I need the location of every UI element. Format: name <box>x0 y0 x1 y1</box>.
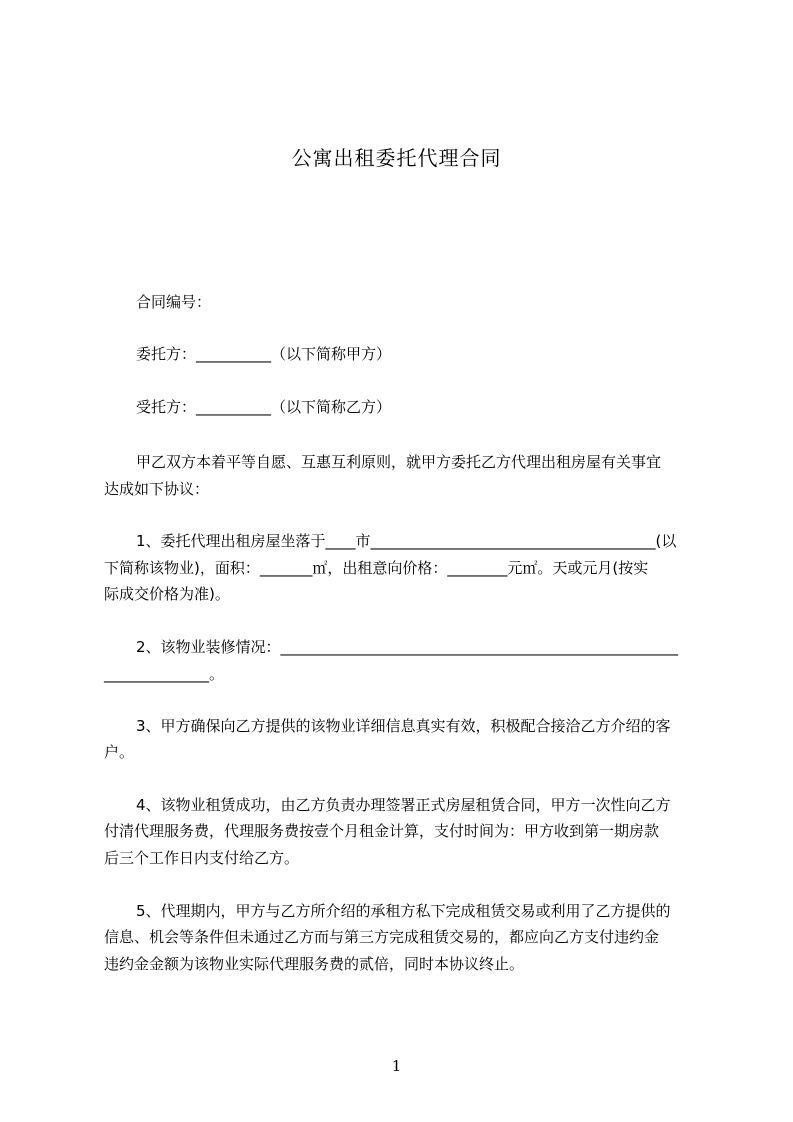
preamble-line: 达成如下协议： <box>104 480 210 498</box>
agent-field: 受托方：__________（以下简称乙方） <box>136 398 392 416</box>
clause-line: 2、该物业装修情况：_____________________________________________________ <box>136 638 679 656</box>
clause-line: 4、该物业租赁成功，由乙方负责办理签署正式房屋租赁合同，甲方一次性向乙方 <box>136 796 671 814</box>
document-title: 公寓出租委托代理合同 <box>291 146 502 170</box>
clause-line: 户。 <box>104 743 135 761</box>
clause-line: ______________。 <box>104 665 225 683</box>
page-number: 1 <box>391 1057 402 1075</box>
clause-line: 1、委托代理出租房屋坐落于____市______________________________________(以 <box>136 532 677 550</box>
clause-line: 5、代理期内，甲方与乙方所介绍的承租方私下完成租赁交易或利用了乙方提供的 <box>136 902 671 920</box>
contract-number-field: 合同编号： <box>136 293 212 311</box>
clause-line: 际成交价格为准)。 <box>104 585 230 603</box>
principal-field: 委托方：__________（以下简称甲方） <box>136 345 392 363</box>
preamble-line: 甲乙双方本着平等自愿、互惠互利原则，就甲方委托乙方代理出租房屋有关事宜 <box>136 453 662 471</box>
clause-line: 后三个工作日内支付给乙方。 <box>104 849 300 867</box>
clause-line: 下简称该物业)，面积：_______㎡，出租意向价格：________元㎡。天或元月(按实 <box>104 559 649 577</box>
clause-line: 违约金金额为该物业实际代理服务费的贰倍，同时本协议终止。 <box>104 955 525 973</box>
clause-line: 3、甲方确保向乙方提供的该物业详细信息真实有效，积极配合接洽乙方介绍的客 <box>136 717 671 735</box>
clause-line: 付清代理服务费，代理服务费按壹个月租金计算，支付时间为：甲方收到第一期房款 <box>104 822 660 840</box>
clause-line: 信息、机会等条件但未通过乙方而与第三方完成租赁交易的，都应向乙方支付违约金 <box>104 928 660 946</box>
